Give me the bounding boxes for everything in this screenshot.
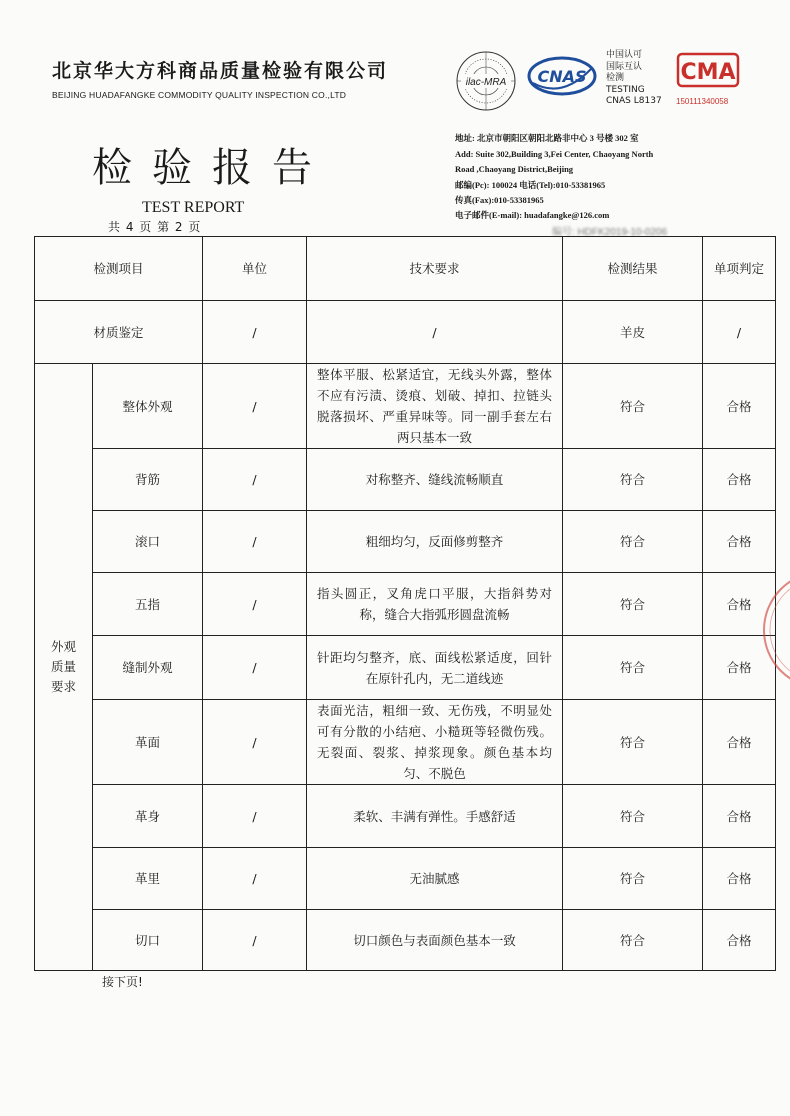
company-name-en: BEIJING HUADAFANGKE COMMODITY QUALITY INSPECTION CO.,LTD — [52, 90, 347, 100]
cell-result: 符合 — [563, 364, 703, 449]
header-unit: 单位 — [203, 237, 307, 301]
cell-unit: / — [203, 636, 307, 700]
cell-unit: / — [203, 573, 307, 636]
cell-result: 符合 — [563, 511, 703, 573]
cma-logo — [676, 52, 740, 88]
cell-item: 切口 — [93, 910, 203, 971]
report-title-cn: 检验报告 — [92, 145, 332, 191]
cell-verdict: 合格 — [703, 848, 776, 910]
header-verdict: 单项判定 — [703, 237, 776, 301]
cell-requirement: 针距均匀整齐，底、面线松紧适度，回针在原针孔内，无二道线迹 — [307, 636, 563, 700]
cell-verdict: 合格 — [703, 449, 776, 511]
cell-item: 背筋 — [93, 449, 203, 511]
cell-requirement: 切口颜色与表面颜色基本一致 — [307, 910, 563, 971]
email: 电子邮件(E-mail): huadafangke@126.com — [455, 210, 610, 220]
cell-result: 符合 — [563, 449, 703, 511]
cell-result: 羊皮 — [563, 301, 703, 364]
cell-result: 符合 — [563, 636, 703, 700]
cell-item: 五指 — [93, 573, 203, 636]
table-header-row — [35, 237, 776, 301]
table-row — [35, 700, 776, 785]
cell-unit: / — [203, 511, 307, 573]
table-row — [35, 910, 776, 971]
cell-item: 革里 — [93, 848, 203, 910]
cma-number: 150111340058 — [676, 97, 729, 106]
header-item: 检测项目 — [35, 237, 203, 301]
postcode-phone: 邮编(Pc): 100024 电话(Tel):010-53381965 — [455, 180, 606, 190]
table-row — [35, 301, 776, 364]
cell-result: 符合 — [563, 785, 703, 848]
cell-item: 革面 — [93, 700, 203, 785]
cell-requirement: 无油腻感 — [307, 848, 563, 910]
cell-unit: / — [203, 910, 307, 971]
cell-unit: / — [203, 785, 307, 848]
group-label: 外观质量要求 — [35, 364, 93, 971]
fax: 传真(Fax):010-53381965 — [455, 195, 544, 205]
table-row — [35, 449, 776, 511]
cell-requirement: / — [307, 301, 563, 364]
report-number: 编号: HDFK2019-10-0206 — [552, 227, 668, 238]
company-name-cn: 北京华大方科商品质量检验有限公司 — [52, 60, 389, 82]
cell-item: 材质鉴定 — [35, 301, 203, 364]
cnas-text: CNAS — [537, 67, 587, 86]
cell-requirement: 整体平服、松紧适宜，无线头外露，整体不应有污渍、烫痕、划破、掉扣、拉链头脱落损坏、严重异味等。同一副手套左右两只基本一致 — [307, 364, 563, 449]
cell-requirement: 柔软、丰满有弹性。手感舒适 — [307, 785, 563, 848]
cell-verdict: 合格 — [703, 636, 776, 700]
cert-line: 国际互认 — [606, 61, 643, 72]
address-en-2: Road ,Chaoyang District,Beijing — [455, 164, 574, 174]
cell-unit: / — [203, 848, 307, 910]
cell-result: 符合 — [563, 573, 703, 636]
ilac-text: ilac-MRA — [465, 77, 507, 88]
cell-item: 整体外观 — [93, 364, 203, 449]
cell-result: 符合 — [563, 910, 703, 971]
ilac-mra-logo — [455, 50, 517, 112]
cell-verdict: 合格 — [703, 511, 776, 573]
cell-verdict: 合格 — [703, 910, 776, 971]
cell-verdict: 合格 — [703, 364, 776, 449]
cell-unit: / — [203, 301, 307, 364]
cell-item: 革身 — [93, 785, 203, 848]
test-results-table — [34, 236, 776, 971]
cma-text: CMA — [680, 60, 736, 85]
table-row — [35, 573, 776, 636]
cell-result: 符合 — [563, 848, 703, 910]
address-cn: 地址: 北京市朝阳区朝阳北路非中心 3 号楼 302 室 — [455, 133, 639, 143]
cell-verdict: 合格 — [703, 700, 776, 785]
cell-requirement: 表面光洁，粗细一致、无伤残，不明显处可有分散的小结疤、小糙斑等轻微伤残。无裂面、裂浆、掉浆现象。颜色基本均匀、不脱色 — [307, 700, 563, 785]
red-seal-stamp — [760, 560, 790, 700]
cell-item: 缝制外观 — [93, 636, 203, 700]
cell-verdict: 合格 — [703, 573, 776, 636]
cell-result: 符合 — [563, 700, 703, 785]
table-row — [35, 636, 776, 700]
cell-item: 滚口 — [93, 511, 203, 573]
cert-line: TESTING — [606, 84, 645, 95]
page-count: 共 4 页 第 2 页 — [108, 220, 202, 234]
cell-verdict: 合格 — [703, 785, 776, 848]
cell-requirement: 对称整齐、缝线流畅顺直 — [307, 449, 563, 511]
cell-requirement: 指头圆正，叉角虎口平服，大指斜势对称，缝合大指弧形圆盘流畅 — [307, 573, 563, 636]
header-requirement: 技术要求 — [307, 237, 563, 301]
cert-line: 中国认可 — [606, 50, 643, 60]
table-row — [35, 785, 776, 848]
continued-note: 接下页! — [102, 975, 143, 989]
cert-line: CNAS L8137 — [606, 96, 662, 106]
accreditation-text — [606, 50, 662, 108]
cnas-logo — [527, 55, 597, 97]
table-row — [35, 511, 776, 573]
cell-unit: / — [203, 364, 307, 449]
cell-verdict: / — [703, 301, 776, 364]
cell-unit: / — [203, 700, 307, 785]
cell-requirement: 粗细均匀，反面修剪整齐 — [307, 511, 563, 573]
address-en-1: Add: Suite 302,Building 3,Fei Center, Chaoyang North — [455, 149, 654, 159]
table-row — [35, 364, 776, 449]
cell-unit: / — [203, 449, 307, 511]
header-result: 检测结果 — [563, 237, 703, 301]
cert-line: 检测 — [606, 73, 625, 83]
report-title-en: TEST REPORT — [142, 199, 245, 216]
table-row — [35, 848, 776, 910]
